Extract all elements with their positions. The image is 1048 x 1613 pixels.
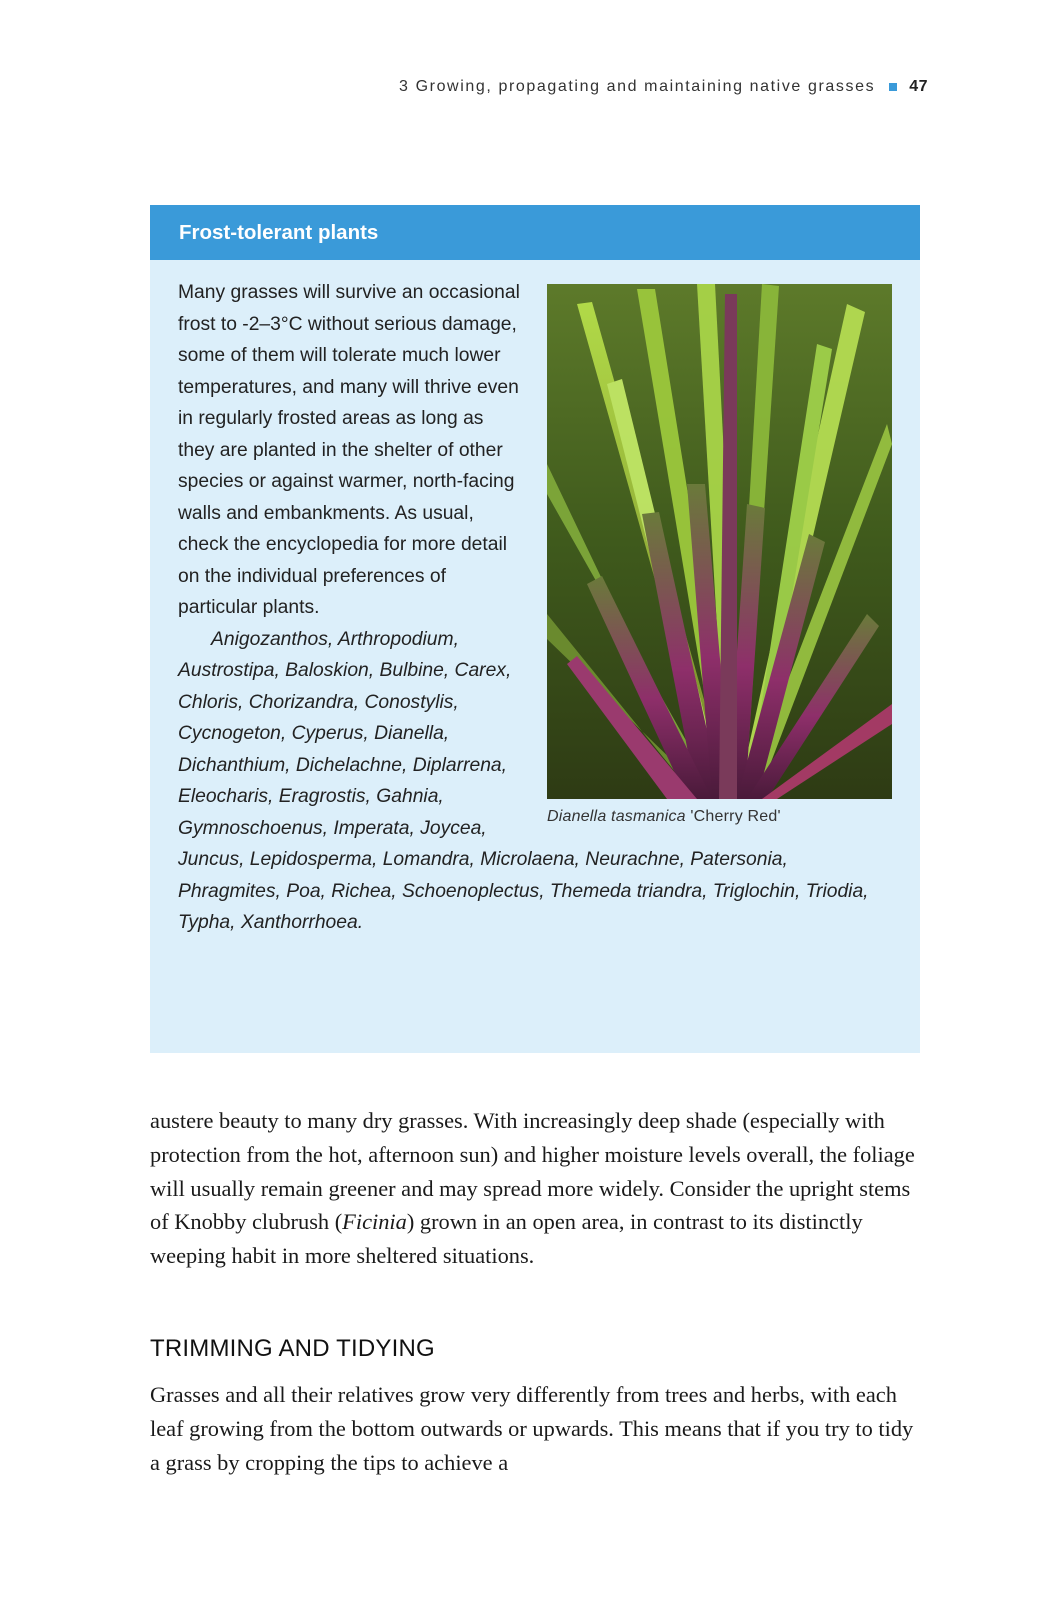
plant-figure — [547, 284, 892, 827]
body-paragraph-1 — [150, 1104, 926, 1273]
paragraph-1-end: ) grown in an open area, in contrast to its distinctly weeping habit in more sheltered situations. — [150, 1209, 863, 1269]
frost-tolerant-sidebar — [150, 205, 920, 1053]
running-head — [399, 78, 928, 96]
paragraph-1-text: austere beauty to many dry grasses. With increasingly deep shade (especially with protection from the hot, afternoon sun) and higher moisture levels overall, the foliage will usually remain greener and may spread more widely. Consider the upright stems of Knobby clubrush ( — [150, 1108, 915, 1235]
dianella-photo — [547, 284, 892, 799]
caption-species: Dianella tasmanica — [547, 808, 686, 825]
caption-cultivar: 'Cherry Red' — [685, 808, 781, 825]
chapter-title: 3 Growing, propagating and maintaining native grasses — [399, 78, 876, 95]
sidebar-paragraph: Many grasses will survive an occasional frost to -2–3°C without serious damage, some of them will tolerate much lower temperatures, and many will thrive even in regularly frosted areas as long as they are planted in the shelter of other species or against warmer, north-facing walls and embankments. As usual, check the encyclopedia for more detail on the individual preferences of particular plants. — [178, 282, 520, 618]
figure-caption — [547, 807, 892, 827]
paragraph-2-text: Grasses and all their relatives grow very differently from trees and herbs, with each leaf growing from the bottom outwards or upwards. This means that if you try to tidy a grass by cropping the tips to achieve a — [150, 1382, 914, 1475]
paragraph-1-italic: Ficinia — [342, 1209, 407, 1235]
sidebar-title: Frost-tolerant plants — [150, 205, 920, 260]
frost-tolerant-plant-list: Anigozanthos, Arthropodium, Austrostipa, Baloskion, Bulbine, Carex, Chloris, Chorizandra, Conostylis, Cycnogeton, Cyperus, Dianella, Dichanthium, Dichelachne, Diplarrena, Eleocharis, Eragrostis, Gahnia, Gymnoschoenus, Imperata, Joycea, Juncus, Lepidosperma, Lomandra, Microlaena, Neurachne, Patersonia, Phragmites, Poa, Richea, Schoenoplectus, Themeda triandra, Triglochin, Triodia, Typha, Xanthorrhoea. — [178, 628, 869, 933]
section-marker — [889, 83, 897, 91]
section-heading: TRIMMING AND TIDYING — [150, 1335, 435, 1362]
body-paragraph-2 — [150, 1378, 926, 1479]
page-number: 47 — [909, 78, 928, 95]
sidebar-body — [150, 260, 920, 939]
